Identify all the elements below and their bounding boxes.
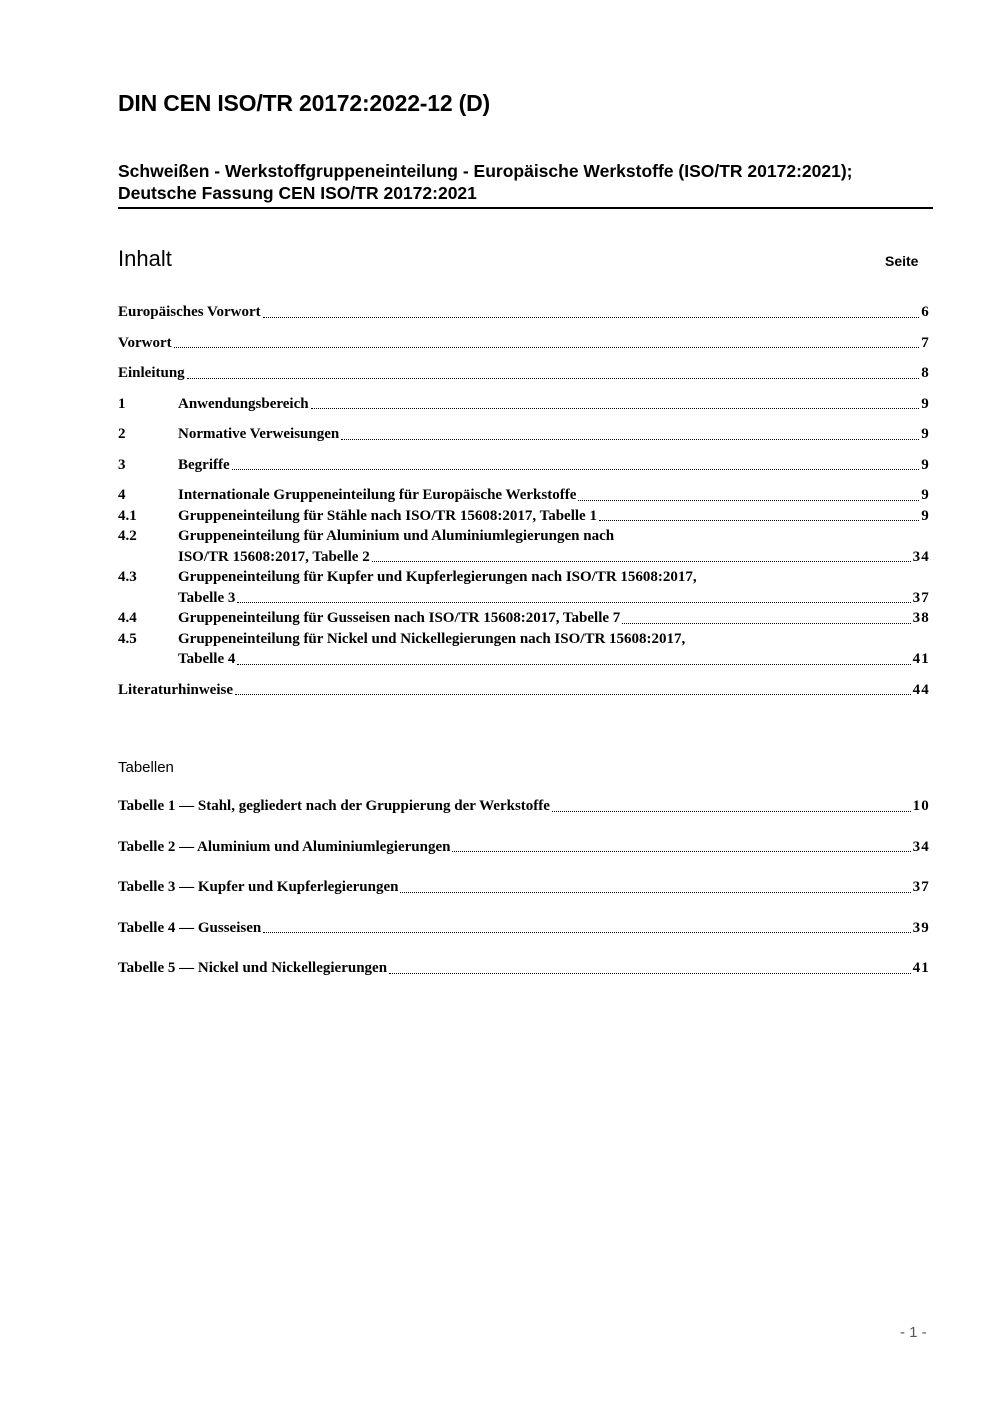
toc-entry-page: 9 <box>921 426 930 442</box>
toc-entry-title: Normative Verweisungen <box>178 426 340 442</box>
toc-entry-4-2[interactable] <box>118 526 930 567</box>
toc-entry-page: 9 <box>921 395 930 412</box>
toc-entry-number: 4.3 <box>118 569 137 585</box>
leader-dots <box>187 378 920 379</box>
toc-entry-page: 38 <box>912 610 930 626</box>
toc-entry-4-1[interactable] <box>118 506 930 527</box>
toc-entry-einleitung[interactable] <box>118 363 930 384</box>
tables-list <box>118 796 930 979</box>
leader-dots <box>232 469 920 470</box>
toc-entry-number: 1 <box>118 395 126 412</box>
toc-entry-number: 4 <box>118 487 126 503</box>
leader-dots <box>400 892 910 893</box>
toc-entry-page: 9 <box>921 487 930 503</box>
leader-dots <box>372 561 911 562</box>
table-entry-2[interactable] <box>118 837 930 858</box>
toc-entry-number: 3 <box>118 456 126 473</box>
toc-entry-number: 4.1 <box>118 507 137 524</box>
contents-heading: Inhalt <box>118 246 172 271</box>
page-column-label: Seite <box>885 253 919 269</box>
toc-entry-page: 9 <box>921 507 930 524</box>
toc-entry-title: Anwendungsbereich <box>178 395 309 412</box>
toc-entry-page: 8 <box>921 365 930 381</box>
leader-dots <box>389 973 911 974</box>
leader-dots <box>341 439 919 440</box>
leader-dots <box>311 408 920 409</box>
table-entry-1[interactable] <box>118 796 930 817</box>
toc-entry-page: 6 <box>921 304 930 320</box>
table-entry-title: Tabelle 4 — Gusseisen <box>118 919 262 936</box>
table-entry-title: Tabelle 2 — Aluminium und Aluminiumlegierungen <box>118 838 451 855</box>
toc-entry-title: Gruppeneinteilung für Nickel und Nickellegierungen nach ISO/TR 15608:2017, <box>178 630 686 647</box>
toc-entry-page: 37 <box>912 589 930 606</box>
toc-entry-3[interactable] <box>118 455 930 476</box>
document-subtitle: Schweißen - Werkstoffgruppeneinteilung - Europäische Werkstoffe (ISO/TR 20172:2021); Deutsche Fassung CEN ISO/TR 20172:2021 <box>118 160 933 209</box>
leader-dots <box>263 317 920 318</box>
toc-entry-vorwort[interactable] <box>118 333 930 354</box>
table-entry-page: 10 <box>912 798 930 814</box>
table-entry-3[interactable] <box>118 877 930 898</box>
leader-dots <box>599 520 919 521</box>
leader-dots <box>237 664 910 665</box>
leader-dots <box>578 500 919 501</box>
toc-entry-title: Gruppeneinteilung für Stähle nach ISO/TR 15608:2017, Tabelle 1 <box>178 507 597 524</box>
toc-entry-title-continued: Tabelle 4 <box>178 651 236 667</box>
table-entry-page: 41 <box>912 960 930 976</box>
leader-dots <box>237 602 910 603</box>
table-entry-title: Tabelle 5 — Nickel und Nickellegierungen <box>118 960 388 976</box>
toc-entry-title: Gruppeneinteilung für Gusseisen nach ISO/TR 15608:2017, Tabelle 7 <box>178 610 621 626</box>
document-title: DIN CEN ISO/TR 20172:2022-12 (D) <box>118 90 490 116</box>
table-entry-5[interactable] <box>118 958 930 979</box>
table-entry-4[interactable] <box>118 918 930 939</box>
leader-dots <box>452 851 910 852</box>
toc-entry-title-continued: ISO/TR 15608:2017, Tabelle 2 <box>178 548 370 565</box>
tables-heading: Tabellen <box>118 759 174 776</box>
leader-dots <box>263 932 910 933</box>
leader-dots <box>235 694 911 695</box>
toc-entry-4-4[interactable] <box>118 608 930 629</box>
leader-dots <box>622 623 910 624</box>
toc-entry-number: 4.2 <box>118 528 137 544</box>
toc-entry-europaeisches-vorwort[interactable] <box>118 302 930 323</box>
toc-entry-1[interactable] <box>118 394 930 415</box>
table-entry-title: Tabelle 1 — Stahl, gegliedert nach der Gruppierung der Werkstoffe <box>118 798 550 814</box>
toc-entry-title: Vorwort <box>118 334 172 351</box>
toc-entry-4-3[interactable] <box>118 567 930 608</box>
toc-entry-title-continued: Tabelle 3 <box>178 589 236 606</box>
toc-entry-title: Gruppeneinteilung für Kupfer und Kupferlegierungen nach ISO/TR 15608:2017, <box>178 569 697 585</box>
toc-entry-page: 9 <box>921 456 930 473</box>
toc-entry-4-5[interactable] <box>118 629 930 670</box>
leader-dots <box>174 347 920 348</box>
toc-entry-number: 2 <box>118 426 126 442</box>
toc-entry-title: Literaturhinweise <box>118 681 233 698</box>
leader-dots <box>552 811 911 812</box>
toc-entry-page: 44 <box>912 681 930 698</box>
toc-entry-title: Internationale Gruppeneinteilung für Europäische Werkstoffe <box>178 487 577 503</box>
toc-entry-title: Gruppeneinteilung für Aluminium und Aluminiumlegierungen nach <box>178 528 615 544</box>
table-entry-page: 37 <box>912 879 930 895</box>
toc-entry-page: 41 <box>912 651 930 667</box>
toc-entry-page: 34 <box>912 548 930 565</box>
toc-entry-page: 7 <box>921 334 930 351</box>
table-entry-title: Tabelle 3 — Kupfer und Kupferlegierungen <box>118 879 399 895</box>
toc-entry-title: Einleitung <box>118 365 185 381</box>
toc-entry-number: 4.4 <box>118 610 137 626</box>
toc-entry-number: 4.5 <box>118 630 137 647</box>
toc-entry-4[interactable] <box>118 485 930 506</box>
toc-entry-title: Europäisches Vorwort <box>118 304 261 320</box>
toc-entry-2[interactable] <box>118 424 930 445</box>
page-number: - 1 - <box>900 1324 927 1341</box>
toc-entry-literaturhinweise[interactable] <box>118 680 930 701</box>
toc-entry-title: Begriffe <box>178 456 230 473</box>
table-entry-page: 39 <box>912 919 930 936</box>
table-entry-page: 34 <box>912 838 930 855</box>
table-of-contents <box>118 302 930 700</box>
